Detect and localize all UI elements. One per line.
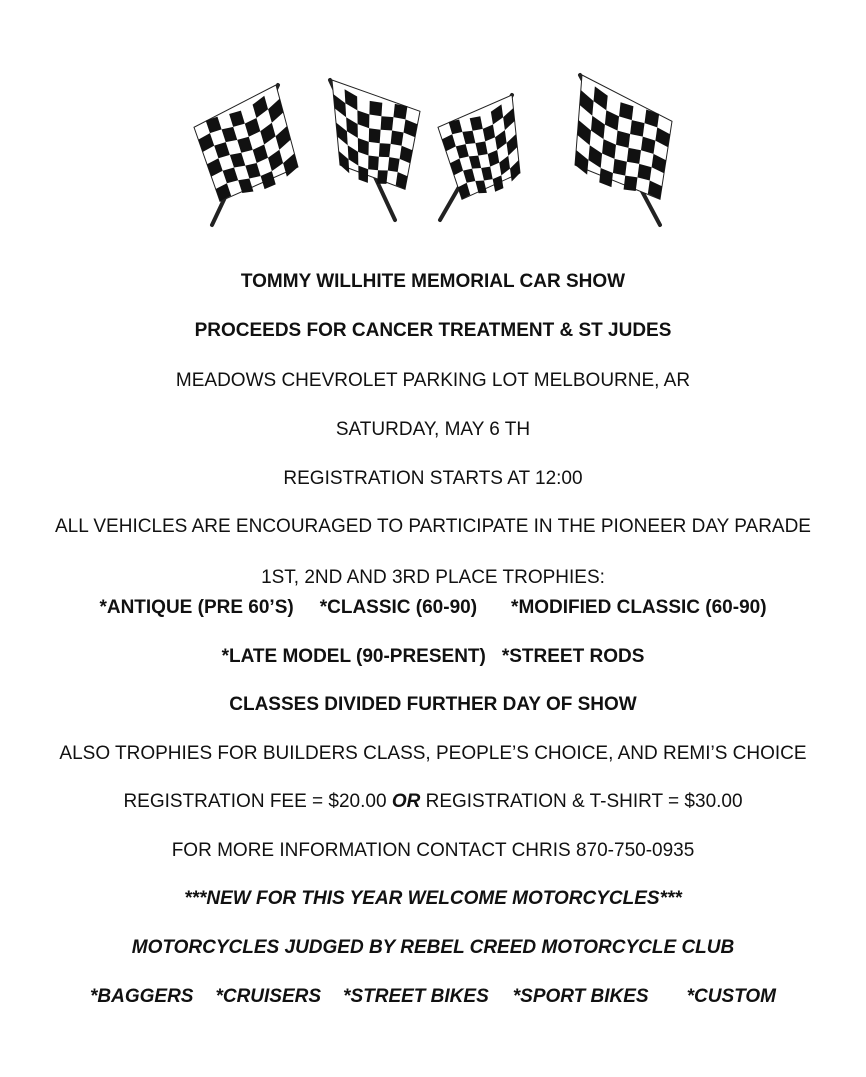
trophies-heading: 1ST, 2ND AND 3RD PLACE TROPHIES: (261, 567, 605, 588)
bike-classes-row (0, 985, 866, 1009)
motorcycles-judged-line: MOTORCYCLES JUDGED BY REBEL CREED MOTORCYCLE CLUB (131, 937, 735, 958)
contact-line: FOR MORE INFORMATION CONTACT CHRIS 870-750-0935 (171, 840, 695, 861)
fee-line (0, 790, 866, 814)
bike-class-baggers: *BAGGERS (90, 986, 194, 1007)
classes-row-2 (0, 645, 866, 669)
parade-line: ALL VEHICLES ARE ENCOURAGED TO PARTICIPATE IN THE PIONEER DAY PARADE (55, 516, 811, 537)
bike-class-street-bikes: *STREET BIKES (343, 986, 489, 1007)
classes-divided-line: CLASSES DIVIDED FURTHER DAY OF SHOW (229, 694, 637, 715)
class-classic: *CLASSIC (60-90) (319, 597, 478, 618)
proceeds-line: PROCEEDS FOR CANCER TREATMENT & ST JUDES (194, 320, 672, 341)
class-antique: *ANTIQUE (PRE 60’S) (99, 597, 294, 618)
date-line: SATURDAY, MAY 6 TH (335, 419, 531, 440)
motorcycles-new-line: ***NEW FOR THIS YEAR WELCOME MOTORCYCLES*** (184, 888, 682, 909)
fee-or: OR (391, 791, 421, 812)
also-trophies-line: ALSO TROPHIES FOR BUILDERS CLASS, PEOPLE’S CHOICE, AND REMI’S CHOICE (59, 743, 807, 764)
fee-part-1: REGISTRATION FEE = $20.00 (123, 791, 392, 812)
class-modified-classic: *MODIFIED CLASSIC (60-90) (511, 597, 767, 618)
classes-row-1 (0, 596, 866, 620)
fee-part-2: REGISTRATION & T-SHIRT = $30.00 (420, 791, 743, 812)
bike-class-sport-bikes: *SPORT BIKES (512, 986, 649, 1007)
bike-class-cruisers: *CRUISERS (215, 986, 322, 1007)
registration-start-line: REGISTRATION STARTS AT 12:00 (283, 468, 583, 489)
bike-class-custom: *CUSTOM (686, 986, 776, 1007)
checkered-flags-icon (190, 55, 680, 245)
location-line: MEADOWS CHEVROLET PARKING LOT MELBOURNE, AR (175, 370, 691, 391)
class-late-model: *LATE MODEL (90-PRESENT) (221, 646, 486, 667)
class-street-rods: *STREET RODS (501, 646, 645, 667)
event-title: TOMMY WILLHITE MEMORIAL CAR SHOW (240, 271, 626, 292)
